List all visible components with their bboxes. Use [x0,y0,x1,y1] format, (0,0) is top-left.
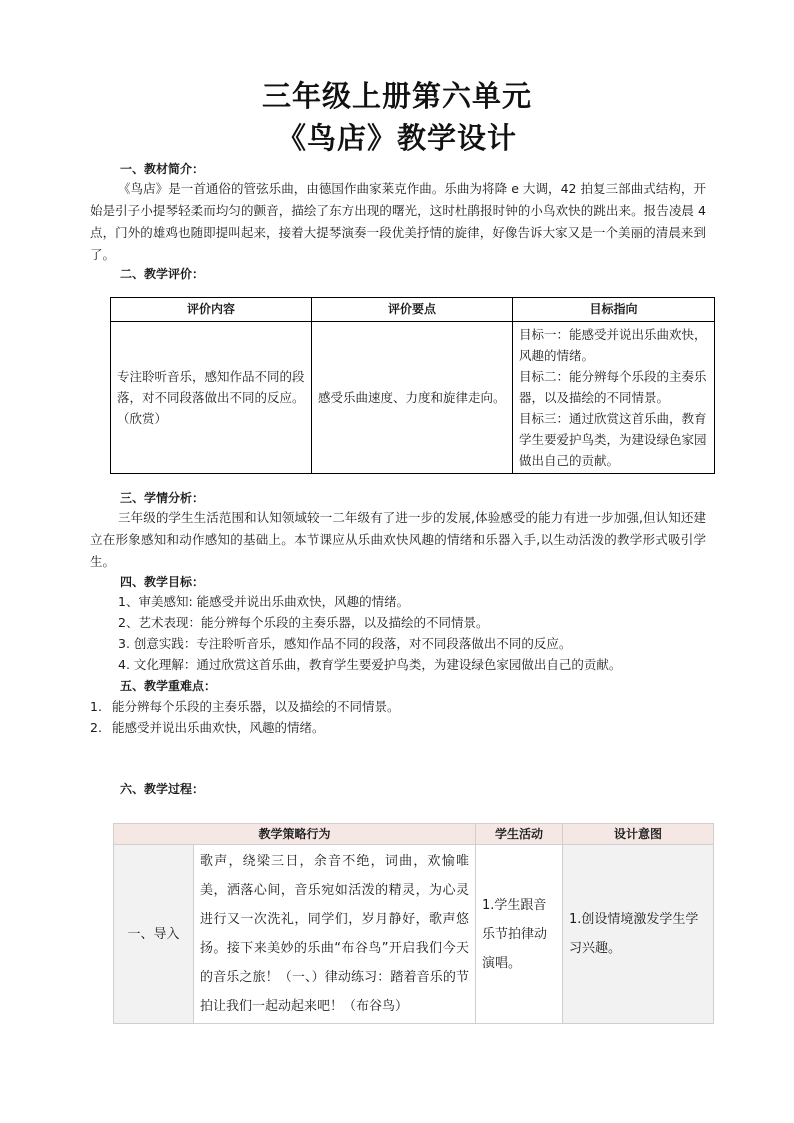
document-title-line1: 三年级上册第六单元 [261,79,532,113]
section-heading-5: 五、教学重难点： [120,679,217,693]
evaluation-table-row [111,322,715,474]
eval-cell-goals [513,322,715,474]
eval-goal-3: 目标三：通过欣赏这首乐曲，教育学生要爱护鸟类，为建设绿色家园做出自己的贡献。 [519,411,707,468]
process-table [113,823,714,1024]
eval-goal-2: 目标二：能分辨每个乐段的主奏乐器，以及描绘的不同情景。 [519,369,707,405]
eval-goal-1: 目标一：能感受并说出乐曲欢快，风趣的情绪。 [519,327,707,363]
process-header-intent: 设计意图 [563,824,714,845]
eval-header-points: 评价要点 [312,298,513,322]
key-point-1-text: 能分辨每个乐段的主奏乐器，以及描绘的不同情景。 [112,699,400,714]
process-activity: 1.学生跟音乐节拍律动演唱。 [476,845,563,1024]
key-point-2-number: 2. [90,720,102,735]
objective-item-4: 4. 文化理解：通过欣赏这首乐曲，教育学生要爱护鸟类，为建设绿色家园做出自己的贡献。 [118,657,622,672]
key-point-2 [90,718,325,738]
document-title-line2: 《鸟店》教学设计 [276,121,517,155]
objective-item-3: 3. 创意实践：专注聆听音乐，感知作品不同的段落，对不同段落做出不同的反应。 [118,636,572,651]
eval-header-goals: 目标指向 [513,298,715,322]
key-point-2-text: 能感受并说出乐曲欢快，风趣的情绪。 [112,720,325,735]
eval-header-content: 评价内容 [111,298,312,322]
process-header-strategy: 教学策略行为 [114,824,476,845]
evaluation-table [110,297,715,474]
section-heading-6: 六、教学过程： [120,782,205,796]
eval-cell-points: 感受乐曲速度、力度和旋律走向。 [312,322,513,474]
process-table-header [114,824,714,845]
section-heading-2: 二、教学评价： [120,267,205,281]
evaluation-table-header [111,298,715,322]
section-heading-1: 一、教材简介： [120,162,205,176]
eval-cell-content: 专注聆听音乐，感知作品不同的段落，对不同段落做出不同的反应。（欣赏） [111,322,312,474]
key-point-1-number: 1. [90,699,102,714]
objective-item-1: 1、审美感知: 能感受并说出乐曲欢快，风趣的情绪。 [118,594,410,609]
objective-item-2: 2、艺术表现：能分辨每个乐段的主奏乐器，以及描绘的不同情景。 [118,615,489,630]
process-stage: 一、导入 [114,845,194,1024]
process-intent: 1.创设情境激发学生学习兴趣。 [563,845,714,1024]
section-text-3: 三年级的学生生活范围和认知领域较一二年级有了进一步的发展,体验感受的能力有进一步加强,但认知还建立在形象感知和动作感知的基础上。本节课应从乐曲欢快风趣的情绪和乐器入手,以生动活泼的教学形式吸引学生。 [90,510,706,569]
section-text-1: 《鸟店》是一首通俗的管弦乐曲，由德国作曲家莱克作曲。乐曲为将降 e 大调，42 拍复三部曲式结构，开始是引子小提琴轻柔而均匀的颤音，描绘了东方出现的曙光，这时杜鹃报时钟的小鸟欢快的跳出来。报告凌晨 4 点，门外的雄鸡也随即提叫起来，接着大提琴演奏一段优美抒情的旋律，好像告诉大家又是一个美丽的清晨来到了。 [90,181,706,262]
section-heading-3: 三、学情分析： [120,491,205,505]
process-header-activity: 学生活动 [476,824,563,845]
process-table-row [114,845,714,1024]
key-point-1 [90,697,400,717]
process-strategy: 歌声，绕梁三日，余音不绝，词曲，欢愉唯美，洒落心间，音乐宛如活泼的精灵，为心灵进行又一次洗礼，同学们，岁月静好，歌声悠扬。接下来美妙的乐曲“布谷鸟”开启我们今天的音乐之旅！（一、）律动练习：踏着音乐的节拍让我们一起动起来吧！（布谷鸟） [194,845,476,1024]
section-heading-4: 四、教学目标： [120,575,205,589]
